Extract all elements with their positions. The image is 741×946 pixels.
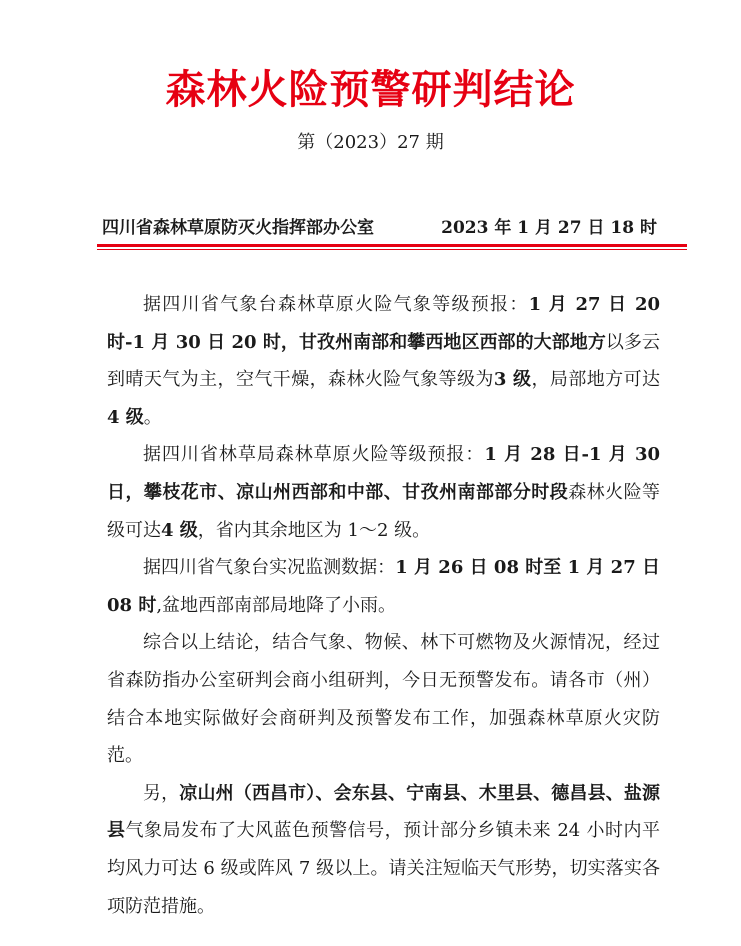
text-run: 据四川省林草局森林草原火险等级预报： (143, 444, 485, 466)
header-rule-thin (97, 249, 687, 250)
issue-date: 2023 年 1 月 27 日 18 时 (441, 218, 657, 238)
paragraph-conclusion (107, 624, 660, 774)
bold-run: 4 级 (161, 519, 198, 541)
bold-run: 1 月 27 日 20 时-1 月 30 日 20 时，甘孜州南部和攀西地区西部的大部地方 (107, 294, 660, 353)
text-run: 另， (143, 782, 180, 804)
paragraph-wind-warning (107, 775, 660, 925)
paragraph-observation-data (107, 549, 660, 624)
paragraph-weather-forecast (107, 286, 660, 436)
text-run: ，局部地方可达 (531, 369, 661, 391)
document-body (107, 286, 660, 925)
bold-run: 3 级 (493, 369, 532, 391)
text-run: 以多云到晴天气为主，空气干燥，森林火险气象等级为 (107, 331, 660, 391)
bold-run: 4 级 (107, 406, 144, 428)
header-rule-thick (97, 244, 687, 247)
bold-run: 1 月 26 日 08 时至 1 月 27 日 08 时 (107, 557, 660, 616)
text-run: 综合以上结论，结合气象、物候、林下可燃物及火源情况，经过省森防指办公室研判会商小组研判，今日无预警发布。请各市（州）结合本地实际做好会商研判及预警发布工作，加强森林草原火灾防范。 (107, 632, 660, 767)
issuer-header (102, 214, 657, 242)
text-run: ,盆地西部南部局地降了小雨。 (156, 594, 397, 616)
text-run: 。 (143, 406, 162, 428)
paragraph-forestry-forecast (107, 436, 660, 549)
bold-run: 凉山州（西昌市）、会东县、宁南县、木里县、德昌县、盐源县 (107, 782, 661, 842)
text-run: 森林火险等级可达 (107, 481, 661, 541)
document-title: 森林火险预警研判结论 (165, 66, 576, 113)
text-run: 据四川省气象台森林草原火险气象等级预报： (143, 294, 529, 315)
issuing-office: 四川省森林草原防灭火指挥部办公室 (102, 218, 374, 238)
text-run: 气象局发布了大风蓝色预警信号，预计部分乡镇未来 24 小时内平均风力可达 6 级或阵风 7 级以上。请关注短临天气形势，切实落实各项防范措施。 (107, 820, 660, 917)
text-run: ，省内其余地区为 1～2 级。 (197, 519, 431, 541)
text-run: 据四川省气象台实况监测数据： (143, 557, 396, 579)
bold-run: 1 月 28 日-1 月 30 日，攀枝花市、凉山州西部和中部、甘孜州南部部分时段 (107, 444, 661, 503)
issue-number: 第（2023）27 期 (297, 132, 444, 153)
